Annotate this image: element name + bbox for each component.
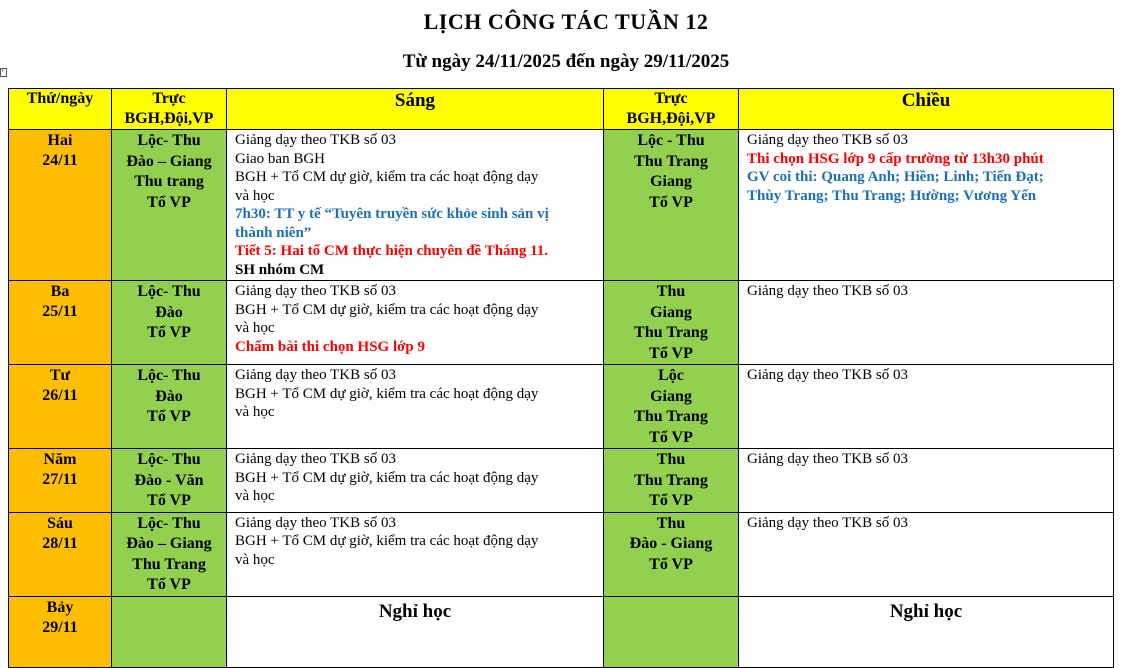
afternoon-cell[interactable]: Nghỉ học: [739, 596, 1114, 667]
schedule-line: Giảng dạy theo TKB số 03: [747, 132, 908, 148]
schedule-line: BGH + Tổ CM dự giờ, kiểm tra các hoạt động dạy: [235, 533, 539, 549]
duty-name: Đào – Giang: [126, 152, 212, 170]
header-duty-line: BGH,Đội,VP: [626, 110, 716, 127]
day-cell: [9, 130, 112, 281]
duty-afternoon-cell[interactable]: [604, 449, 739, 513]
header-duty-line: Trực: [152, 90, 186, 107]
header-duty-afternoon: [604, 89, 739, 130]
schedule-line: Thi chọn HSG lớp 9 cấp trường từ 13h30 phút: [747, 150, 1044, 167]
schedule-line: BGH + Tổ CM dự giờ, kiểm tra các hoạt động dạy: [235, 385, 539, 402]
day-label: Ba: [50, 283, 70, 300]
duty-name: Tổ VP: [147, 576, 191, 593]
table-row: [9, 512, 1114, 596]
header-afternoon: Chiều: [739, 89, 1114, 130]
duty-name: Thu Trang: [634, 408, 708, 425]
morning-cell[interactable]: Nghỉ học: [227, 596, 604, 667]
header-duty-line: Trực: [654, 90, 688, 107]
schedule-table: [8, 88, 1114, 668]
schedule-line: BGH + Tổ CM dự giờ, kiểm tra các hoạt động dạy: [235, 469, 539, 486]
morning-cell[interactable]: [227, 281, 604, 365]
schedule-line: và học: [235, 320, 275, 336]
schedule-line: Giảng dạy theo TKB số 03: [235, 514, 396, 531]
duty-name: Tổ VP: [147, 492, 191, 509]
duty-morning-cell[interactable]: [112, 281, 227, 365]
schedule-line: GV coi thi: Quang Anh; Hiền; Linh; Tiến Đạt;: [747, 169, 1044, 185]
duty-morning-cell[interactable]: [112, 130, 227, 281]
day-label: Hai: [47, 132, 73, 149]
afternoon-cell[interactable]: [739, 130, 1114, 281]
duty-name: Thu: [656, 514, 686, 532]
day-cell: [9, 449, 112, 513]
day-cell: [9, 512, 112, 596]
schedule-line: SH nhóm CM: [235, 261, 325, 278]
morning-cell[interactable]: [227, 365, 604, 449]
schedule-line: Giao ban BGH: [235, 150, 325, 167]
duty-afternoon-cell[interactable]: [604, 512, 739, 596]
duty-name: Thu trang: [134, 173, 204, 190]
duty-name: Giang: [650, 173, 692, 190]
table-row: [9, 596, 1114, 667]
duty-name: Đào: [155, 387, 183, 405]
schedule-body: [9, 130, 1114, 668]
day-label: 24/11: [42, 152, 78, 169]
duty-name: Tổ VP: [649, 344, 693, 362]
schedule-line: Chấm bài thi chọn HSG lớp 9: [235, 338, 426, 355]
day-label: Tư: [49, 367, 71, 384]
duty-name: Lộc- Thu: [137, 367, 201, 384]
duty-morning-cell[interactable]: [112, 596, 227, 667]
schedule-line: BGH + Tổ CM dự giờ, kiểm tra các hoạt động dạy: [235, 301, 539, 318]
duty-afternoon-cell[interactable]: [604, 596, 739, 667]
duty-name: Lộc- Thu: [137, 514, 201, 532]
day-label: 29/11: [42, 618, 78, 636]
duty-name: Đào - Giang: [629, 535, 713, 552]
morning-cell[interactable]: [227, 130, 604, 281]
header-row: [9, 89, 1114, 130]
schedule-line: BGH + Tổ CM dự giờ, kiểm tra các hoạt động dạy: [235, 169, 539, 185]
duty-afternoon-cell[interactable]: [604, 130, 739, 281]
header-day: Thứ/ngày: [9, 89, 112, 130]
schedule-line: Giảng dạy theo TKB số 03: [235, 367, 396, 383]
duty-name: Tổ VP: [649, 193, 693, 211]
duty-name: Tổ VP: [147, 193, 191, 211]
duty-name: Tổ VP: [147, 324, 191, 341]
schedule-line: Thùy Trang; Thu Trang; Hường; Vương Yến: [747, 187, 1037, 204]
afternoon-cell[interactable]: [739, 512, 1114, 596]
table-row: [9, 449, 1114, 513]
page-title: LỊCH CÔNG TÁC TUẦN 12: [423, 9, 709, 34]
schedule-line: thành niên”: [235, 224, 312, 241]
afternoon-cell[interactable]: [739, 281, 1114, 365]
duty-name: Thu Trang: [634, 471, 708, 489]
schedule-line: Giảng dạy theo TKB số 03: [747, 514, 908, 531]
duty-morning-cell[interactable]: [112, 512, 227, 596]
duty-morning-cell[interactable]: [112, 365, 227, 449]
duty-name: Giang: [650, 387, 692, 405]
day-label: Năm: [43, 451, 77, 468]
duty-name: Thu Trang: [634, 152, 708, 170]
day-label: 26/11: [42, 387, 78, 404]
duty-afternoon-cell[interactable]: [604, 365, 739, 449]
schedule-line: Giảng dạy theo TKB số 03: [235, 283, 396, 299]
duty-name: Tổ VP: [649, 492, 693, 509]
duty-name: Đào - Văn: [134, 471, 204, 489]
table-row: [9, 281, 1114, 365]
day-label: 25/11: [42, 303, 78, 320]
schedule-line: Giảng dạy theo TKB số 03: [235, 451, 396, 467]
duty-name: Thu Trang: [132, 555, 206, 573]
page-subtitle: Từ ngày 24/11/2025 đến ngày 29/11/2025: [402, 51, 730, 72]
day-label: Bảy: [46, 598, 74, 616]
schedule-line: Giảng dạy theo TKB số 03: [747, 283, 908, 299]
table-row: [9, 130, 1114, 281]
schedule-line: Giảng dạy theo TKB số 03: [747, 367, 908, 383]
morning-cell[interactable]: [227, 512, 604, 596]
day-label: Sáu: [47, 514, 73, 532]
header-duty-morning: [112, 89, 227, 130]
header-morning: Sáng: [227, 89, 604, 130]
schedule-line: Giảng dạy theo TKB số 03: [747, 451, 908, 467]
duty-name: Thu: [656, 283, 686, 300]
duty-name: Lộc - Thu: [637, 132, 705, 149]
duty-name: Lộc: [658, 367, 684, 384]
schedule-line: và học: [235, 488, 275, 504]
afternoon-cell[interactable]: [739, 449, 1114, 513]
day-cell: [9, 281, 112, 365]
day-label: 27/11: [42, 471, 78, 488]
schedule-line: Giảng dạy theo TKB số 03: [235, 132, 396, 148]
schedule-line: Tiết 5: Hai tổ CM thực hiện chuyên đề Tháng 11.: [235, 243, 549, 259]
duty-name: Thu: [656, 451, 686, 468]
duty-name: Thu Trang: [634, 324, 708, 341]
duty-name: Lộc- Thu: [137, 283, 201, 300]
schedule-line: và học: [235, 551, 275, 568]
schedule-line: và học: [235, 404, 275, 420]
schedule-line: và học: [235, 187, 275, 204]
table-move-handle-icon[interactable]: +: [0, 68, 7, 77]
duty-name: Tổ VP: [147, 408, 191, 425]
day-label: 28/11: [42, 534, 78, 552]
schedule-line: 7h30: TT y tế “Tuyên truyền sức khỏe sinh sản vị: [235, 206, 549, 222]
header-duty-line: BGH,Đội,VP: [124, 110, 214, 127]
duty-name: Lộc- Thu: [137, 132, 201, 149]
duty-name: Lộc- Thu: [137, 451, 201, 468]
duty-afternoon-cell[interactable]: [604, 281, 739, 365]
table-row: [9, 365, 1114, 449]
duty-name: Tổ VP: [649, 555, 693, 573]
day-cell: [9, 596, 112, 667]
duty-morning-cell[interactable]: [112, 449, 227, 513]
duty-name: Đào: [155, 303, 183, 321]
duty-name: Tổ VP: [649, 428, 693, 446]
duty-name: Giang: [650, 303, 692, 321]
duty-name: Đào – Giang: [126, 535, 212, 552]
afternoon-cell[interactable]: [739, 365, 1114, 449]
morning-cell[interactable]: [227, 449, 604, 513]
day-cell: [9, 365, 112, 449]
